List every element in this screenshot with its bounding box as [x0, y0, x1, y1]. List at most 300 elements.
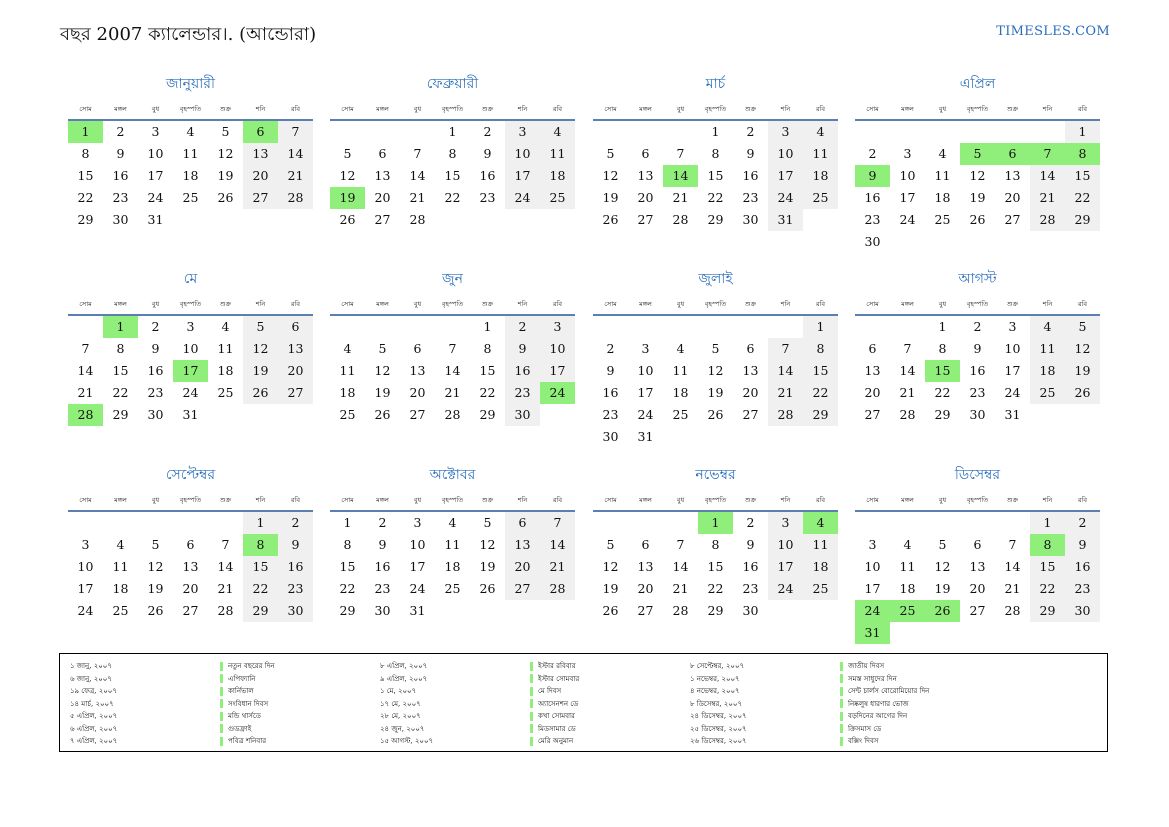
day-cell: 7 — [221, 537, 230, 552]
day-cell: 6 — [278, 316, 313, 338]
weekday-label: মঙ্গল — [901, 300, 914, 308]
empty-cell — [628, 121, 663, 143]
day-cell: 15 — [1030, 556, 1065, 578]
holiday-date: ২৬ ডিসেম্বর, ২০০৭ — [690, 737, 747, 746]
day-cell: 10 — [768, 143, 803, 165]
day-cell: 23 — [742, 581, 759, 596]
day-cell: 21 — [77, 385, 94, 400]
day-cell: 6 — [505, 512, 540, 534]
holiday-date: ৮ সেপ্টেম্বর, ২০০৭ — [690, 662, 745, 671]
day-cell: 10 — [182, 341, 199, 356]
week-row — [593, 143, 838, 165]
day-cell: 28 — [540, 578, 575, 600]
weekday-header — [330, 490, 575, 512]
day-cell: 12 — [217, 146, 234, 161]
empty-cell — [435, 316, 470, 338]
week-row — [593, 121, 838, 143]
day-cell: 13 — [278, 338, 313, 360]
day-cell: 29 — [803, 404, 838, 426]
week-row — [330, 121, 575, 143]
day-cell: 16 — [479, 168, 496, 183]
week-row — [68, 316, 313, 338]
empty-cell — [1030, 121, 1065, 143]
legend-row — [60, 723, 378, 736]
empty-cell — [243, 404, 278, 426]
day-cell: 19 — [1065, 360, 1100, 382]
day-cell: 5 — [483, 515, 492, 530]
legend-row — [680, 735, 998, 748]
week-row — [593, 534, 838, 556]
day-cell: 13 — [505, 534, 540, 556]
week-row — [330, 143, 575, 165]
holiday-marker — [530, 699, 533, 708]
day-cell: 22 — [707, 190, 724, 205]
empty-cell — [68, 512, 103, 534]
day-cell: 7 — [903, 341, 912, 356]
empty-cell — [663, 512, 698, 534]
day-cell: 1 — [68, 121, 103, 143]
day-cell: 18 — [540, 165, 575, 187]
holiday-date: ৯ এপ্রিল, ২০০৭ — [380, 674, 428, 683]
weekday-label: বৃহস্পতি — [704, 300, 727, 308]
day-cell: 9 — [483, 146, 492, 161]
holiday-date: ২৪ জুন, ২০০৭ — [380, 724, 425, 733]
week-row — [593, 382, 838, 404]
day-cell: 14 — [278, 143, 313, 165]
weekday-label: মঙ্গল — [639, 300, 652, 308]
day-cell: 7 — [1008, 537, 1017, 552]
day-cell: 9 — [746, 146, 755, 161]
empty-cell — [540, 404, 575, 426]
day-cell: 22 — [444, 190, 461, 205]
day-cell: 16 — [969, 363, 986, 378]
day-cell: 1 — [103, 316, 138, 338]
day-cell: 11 — [540, 143, 575, 165]
weekday-label: বৃহস্পতি — [966, 300, 989, 308]
day-cell: 18 — [112, 581, 129, 596]
weekday-label: সোম — [79, 496, 92, 504]
empty-cell — [505, 209, 540, 231]
holiday-name: এপিফ্যানি — [228, 674, 256, 683]
day-cell: 25 — [803, 578, 838, 600]
legend-row — [680, 723, 998, 736]
holiday-marker — [530, 737, 533, 746]
holiday-date: ২৫ ডিসেম্বর, ২০০৭ — [690, 724, 747, 733]
day-cell: 25 — [934, 212, 951, 227]
day-cell: 6 — [186, 537, 195, 552]
day-cell: 1 — [448, 124, 457, 139]
day-cell: 22 — [707, 581, 724, 596]
weekday-label: শনি — [780, 105, 791, 113]
day-cell: 18 — [803, 165, 838, 187]
day-cell: 16 — [742, 168, 759, 183]
week-row — [330, 209, 575, 231]
day-cell: 16 — [505, 360, 540, 382]
day-cell: 23 — [1065, 578, 1100, 600]
weekday-label: শুক্র — [219, 105, 232, 113]
week-row — [68, 404, 313, 426]
day-cell: 23 — [147, 385, 164, 400]
empty-cell — [733, 426, 768, 448]
empty-cell — [855, 121, 890, 143]
day-cell: 27 — [1004, 212, 1021, 227]
month-calendar — [330, 268, 575, 426]
legend-row — [680, 710, 998, 723]
empty-cell — [663, 426, 698, 448]
week-row — [593, 600, 838, 622]
empty-cell — [890, 121, 925, 143]
day-cell: 2 — [746, 124, 755, 139]
day-cell: 17 — [768, 556, 803, 578]
day-cell: 24 — [768, 578, 803, 600]
empty-cell — [663, 121, 698, 143]
day-cell: 20 — [374, 190, 391, 205]
holiday-name: ক্রিসমাস ডে — [848, 724, 882, 733]
month-calendar — [855, 73, 1100, 253]
week-row — [593, 512, 838, 534]
day-cell: 23 — [969, 385, 986, 400]
day-cell: 26 — [479, 581, 496, 596]
day-cell: 5 — [606, 146, 615, 161]
weekday-label: বুধ — [151, 300, 160, 308]
day-cell: 5 — [378, 341, 387, 356]
holiday-name: কখা সোমবার — [538, 712, 575, 721]
week-row — [593, 360, 838, 382]
day-cell: 21 — [1030, 187, 1065, 209]
day-cell: 18 — [1030, 360, 1065, 382]
empty-cell — [103, 512, 138, 534]
week-row — [68, 556, 313, 578]
day-cell: 17 — [1004, 363, 1021, 378]
week-row — [855, 556, 1100, 578]
week-row — [855, 143, 1100, 165]
holiday-marker — [840, 687, 843, 696]
day-cell: 2 — [746, 515, 755, 530]
day-cell: 12 — [1065, 338, 1100, 360]
week-row — [593, 165, 838, 187]
week-row — [330, 187, 575, 209]
week-row — [68, 360, 313, 382]
day-cell: 29 — [77, 212, 94, 227]
empty-cell — [1065, 231, 1100, 253]
day-cell: 20 — [969, 581, 986, 596]
month-name: নভেম্বর — [695, 467, 736, 483]
week-row — [855, 382, 1100, 404]
day-cell: 12 — [602, 559, 619, 574]
weekday-label: শুক্র — [481, 300, 494, 308]
month-name: ফেব্রুয়ারী — [426, 76, 479, 92]
day-cell: 6 — [995, 143, 1030, 165]
day-cell: 3 — [1008, 319, 1017, 334]
day-cell: 8 — [1030, 534, 1065, 556]
weekday-label: বুধ — [938, 300, 947, 308]
day-cell: 31 — [147, 212, 164, 227]
day-cell: 18 — [803, 556, 838, 578]
empty-cell — [593, 316, 628, 338]
weekday-label: বৃহস্পতি — [704, 105, 727, 113]
day-cell: 22 — [803, 382, 838, 404]
day-cell: 9 — [1065, 534, 1100, 556]
day-cell: 1 — [711, 124, 720, 139]
week-row — [68, 600, 313, 622]
legend-row — [680, 660, 998, 673]
month-calendar — [68, 268, 313, 426]
legend-row — [680, 685, 998, 698]
day-cell: 3 — [81, 537, 90, 552]
legend-row — [60, 710, 378, 723]
empty-cell — [855, 512, 890, 534]
day-cell: 25 — [672, 407, 689, 422]
weekday-label: সোম — [341, 496, 354, 504]
day-cell: 29 — [243, 600, 278, 622]
day-cell: 4 — [116, 537, 125, 552]
holiday-date: ৬ এপ্রিল, ২০০৭ — [70, 724, 118, 733]
month-name: এপ্রিল — [959, 76, 996, 92]
day-cell: 5 — [606, 537, 615, 552]
weekday-label: রবি — [552, 496, 563, 504]
day-cell: 4 — [803, 121, 838, 143]
day-cell: 21 — [540, 556, 575, 578]
day-cell: 9 — [855, 165, 890, 187]
empty-cell — [890, 231, 925, 253]
site-brand-link[interactable]: TIMESLES.COM — [996, 24, 1110, 39]
weekday-label: শনি — [255, 105, 266, 113]
day-cell: 22 — [339, 581, 356, 596]
weekday-label: সোম — [866, 496, 879, 504]
weekday-label: মঙ্গল — [376, 105, 389, 113]
empty-cell — [925, 231, 960, 253]
week-row — [855, 622, 1100, 644]
empty-cell — [173, 512, 208, 534]
day-cell: 27 — [182, 603, 199, 618]
empty-cell — [1030, 622, 1065, 644]
empty-cell — [628, 512, 663, 534]
week-row — [855, 165, 1100, 187]
holiday-date: ৪ নভেম্বর, ২০০৭ — [690, 687, 740, 696]
week-row — [593, 578, 838, 600]
day-cell: 6 — [973, 537, 982, 552]
weekday-label: শনি — [1042, 300, 1053, 308]
day-cell: 28 — [409, 212, 426, 227]
day-cell: 10 — [768, 534, 803, 556]
day-cell: 20 — [1004, 190, 1021, 205]
day-cell: 17 — [540, 360, 575, 382]
day-cell: 25 — [444, 581, 461, 596]
weekday-label: বৃহস্পতি — [704, 496, 727, 504]
day-cell: 8 — [483, 341, 492, 356]
holiday-marker — [840, 724, 843, 733]
day-cell: 6 — [378, 146, 387, 161]
week-row — [593, 404, 838, 426]
month-calendar — [330, 464, 575, 622]
day-cell: 29 — [479, 407, 496, 422]
week-row — [855, 187, 1100, 209]
weekday-label: রবি — [290, 105, 301, 113]
day-cell: 4 — [448, 515, 457, 530]
week-row — [330, 360, 575, 382]
day-cell: 13 — [374, 168, 391, 183]
holiday-name: মে দিবস — [538, 687, 562, 696]
day-cell: 1 — [938, 319, 947, 334]
week-row — [330, 578, 575, 600]
day-cell: 30 — [1065, 600, 1100, 622]
day-cell: 30 — [742, 212, 759, 227]
day-cell: 19 — [374, 385, 391, 400]
week-row — [68, 187, 313, 209]
day-cell: 11 — [217, 341, 234, 356]
day-cell: 14 — [77, 363, 94, 378]
day-cell: 1 — [343, 515, 352, 530]
weekday-label: মঙ্গল — [901, 105, 914, 113]
day-cell: 30 — [278, 600, 313, 622]
weekday-header — [68, 490, 313, 512]
day-cell: 19 — [969, 190, 986, 205]
holiday-date: ৬ জানু, ২০০৭ — [70, 674, 112, 683]
day-cell: 8 — [711, 146, 720, 161]
weekday-label: বৃহস্পতি — [441, 105, 464, 113]
empty-cell — [1030, 404, 1065, 426]
day-cell: 7 — [768, 338, 803, 360]
day-cell: 14 — [540, 534, 575, 556]
week-row — [855, 209, 1100, 231]
empty-cell — [540, 600, 575, 622]
day-cell: 17 — [77, 581, 94, 596]
weekday-label: বৃহস্পতি — [966, 105, 989, 113]
holiday-date: ৭ এপ্রিল, ২০০৭ — [70, 737, 118, 746]
day-cell: 24 — [505, 187, 540, 209]
day-cell: 31 — [855, 622, 890, 644]
day-cell: 13 — [637, 168, 654, 183]
day-cell: 29 — [707, 212, 724, 227]
week-row — [855, 231, 1100, 253]
empty-cell — [593, 512, 628, 534]
empty-cell — [768, 426, 803, 448]
day-cell: 9 — [606, 363, 615, 378]
week-row — [855, 360, 1100, 382]
month-name: আগস্ট — [958, 271, 997, 287]
weekday-label: রবি — [815, 105, 826, 113]
legend-row — [60, 673, 378, 686]
empty-cell — [400, 121, 435, 143]
weekday-header — [855, 490, 1100, 512]
empty-cell — [330, 316, 365, 338]
day-cell: 11 — [182, 146, 199, 161]
day-cell: 12 — [243, 338, 278, 360]
day-cell: 18 — [339, 385, 356, 400]
holiday-name: মিডসামার ডে — [538, 724, 576, 733]
week-row — [68, 209, 313, 231]
weekday-label: রবি — [552, 300, 563, 308]
holiday-date: ৮ এপ্রিল, ২০০৭ — [380, 662, 428, 671]
day-cell: 26 — [147, 603, 164, 618]
empty-cell — [733, 316, 768, 338]
empty-cell — [435, 600, 470, 622]
month-calendar — [330, 73, 575, 231]
day-cell: 9 — [746, 537, 755, 552]
day-cell: 7 — [1030, 143, 1065, 165]
empty-cell — [208, 404, 243, 426]
empty-cell — [768, 600, 803, 622]
holiday-marker — [220, 724, 223, 733]
empty-cell — [960, 231, 995, 253]
month-name: মার্চ — [705, 76, 726, 92]
day-cell: 4 — [1030, 316, 1065, 338]
day-cell: 12 — [934, 559, 951, 574]
empty-cell — [278, 209, 313, 231]
day-cell: 26 — [969, 212, 986, 227]
day-cell: 8 — [116, 341, 125, 356]
empty-cell — [925, 121, 960, 143]
day-cell: 9 — [278, 534, 313, 556]
day-cell: 24 — [768, 187, 803, 209]
day-cell: 24 — [182, 385, 199, 400]
day-cell: 10 — [409, 537, 426, 552]
holiday-name: নতুন বছরের দিন — [228, 662, 275, 671]
empty-cell — [173, 209, 208, 231]
month-name: জানুয়ারী — [166, 76, 215, 92]
holiday-name: মেরি অনুমান — [538, 737, 574, 746]
day-cell: 3 — [505, 121, 540, 143]
day-cell: 31 — [768, 209, 803, 231]
week-row — [330, 382, 575, 404]
day-cell: 29 — [112, 407, 129, 422]
weekday-label: শনি — [255, 300, 266, 308]
week-row — [330, 534, 575, 556]
day-cell: 16 — [112, 168, 129, 183]
day-cell: 28 — [444, 407, 461, 422]
holiday-name: কার্নিভাল — [228, 687, 254, 696]
day-cell: 29 — [707, 603, 724, 618]
month-name: অক্টোবর — [429, 467, 476, 483]
week-row — [68, 578, 313, 600]
holiday-marker — [530, 712, 533, 721]
empty-cell — [663, 316, 698, 338]
holiday-marker — [220, 674, 223, 683]
weekday-label: বুধ — [413, 300, 422, 308]
month-calendar — [68, 464, 313, 622]
day-cell: 21 — [217, 581, 234, 596]
empty-cell — [995, 622, 1030, 644]
holiday-name: মন্ডি থার্সডে — [228, 712, 261, 721]
weekday-label: শনি — [517, 105, 528, 113]
day-cell: 20 — [243, 165, 278, 187]
day-cell: 11 — [112, 559, 129, 574]
holiday-date: ২৮ মে, ২০০৭ — [380, 712, 421, 721]
weekday-label: মঙ্গল — [901, 496, 914, 504]
day-cell: 2 — [378, 515, 387, 530]
weekday-label: সোম — [604, 300, 617, 308]
weekday-label: শুক্র — [219, 300, 232, 308]
month-name: সেপ্টেম্বর — [165, 467, 216, 483]
week-row — [593, 209, 838, 231]
legend-column-2 — [370, 660, 688, 748]
weekday-label: মঙ্গল — [376, 300, 389, 308]
day-cell: 30 — [147, 407, 164, 422]
day-cell: 20 — [505, 556, 540, 578]
weekday-header — [330, 294, 575, 316]
day-cell: 19 — [479, 559, 496, 574]
day-cell: 18 — [934, 190, 951, 205]
day-cell: 12 — [969, 168, 986, 183]
day-cell: 22 — [1065, 187, 1100, 209]
empty-cell — [698, 426, 733, 448]
month-name: মে — [183, 271, 198, 287]
day-cell: 27 — [243, 187, 278, 209]
day-cell: 28 — [278, 187, 313, 209]
weekday-label: শনি — [780, 300, 791, 308]
day-cell: 18 — [182, 168, 199, 183]
empty-cell — [855, 316, 890, 338]
